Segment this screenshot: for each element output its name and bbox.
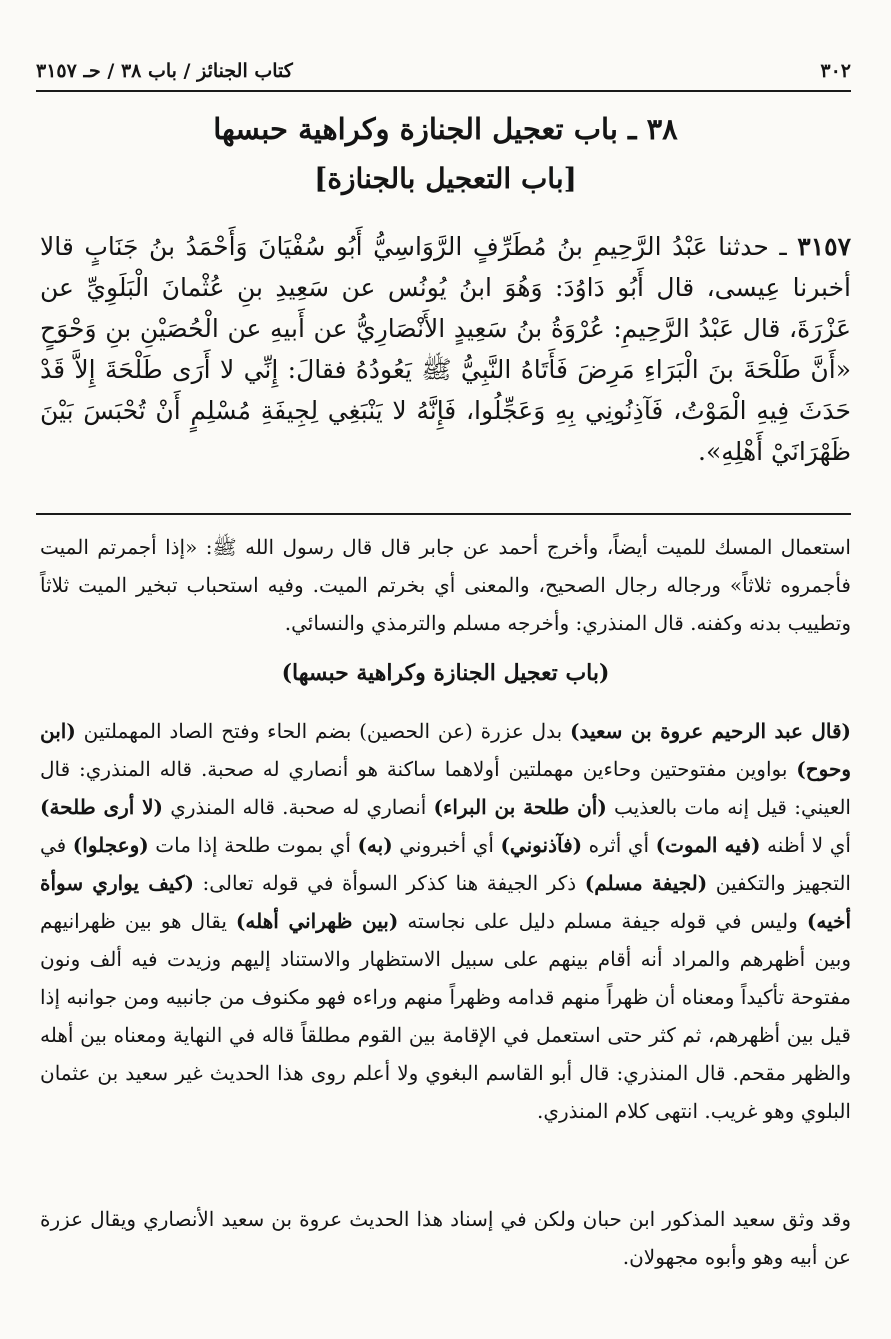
commentary-text: بدل عزرة (عن الحصين) بضم الحاء وفتح الصاد المهملتين [75,719,571,743]
commentary-lemma: (بين ظهراني أهله) [235,909,399,933]
commentary-text: أي أثره [582,833,656,857]
commentary-text: وليس في قوله جيفة مسلم دليل على نجاسته [398,909,807,933]
commentary-lemma: (لا أرى طلحة) [40,795,164,819]
section-reference: كتاب الجنائز / باب ٣٨ / حـ ٣١٥٧ [36,60,293,82]
commentary-text: في التجهيز والتكفين [40,833,851,895]
hadith-text [40,226,851,472]
commentary-lemma: (كيف يواري سوأة أخيه) [40,871,851,933]
footnote-divider [36,513,851,515]
commentary-heading: (باب تعجيل الجنازة وكراهية حبسها) [281,660,610,686]
commentary-paragraph-1: استعمال المسك للميت أيضاً، وأخرج أحمد عن جابر قال قال رسول الله ﷺ: «إذا أجمرتم الميت فأجمروه ثلاثاً» ورجاله رجال الصحيح، والمعنى أي بخرتم الميت. وفيه استحباب تبخير الميت ثلاثاً وتطييب بدنه وكفنه. قال المنذري: وأخرجه مسلم والترمذي والنسائي. [40,535,851,635]
hadith-number: ٣١٥٧ [797,232,851,261]
commentary-text: يقال هو بين ظهرانيهم وبين أظهرهم والمراد أنه أقام بينهم على سبيل الاستظهار والاستناد إليهم وزيدت فيه ألف ونون مفتوحة تأكيداً ومعناه أن ظهراً منهم قدامه وظهراً منهم وراءه فهو مكنوف من جانبيه ومن جوانبه إذا قيل بين أظهرهم، ثم كثر حتى استعمل في الإقامة بين القوم مطلقاً قاله في النهاية ومعناه بين أهله والظهر مقحم. قال المنذري: قال أبو القاسم البغوي ولا أعلم روى هذا الحديث غير سعيد بن عثمان البلوي وهو غريب. انتهى كلام المنذري. [40,909,851,1123]
commentary-lemma: (ابن وحوح) [40,719,851,781]
commentary-lemma: (فيه الموت) [655,833,761,857]
commentary-text: أي أخبروني [392,833,501,857]
commentary-text: أي بموت طلحة إذا مات [148,833,358,857]
commentary-lemma: (وعجلوا) [72,833,149,857]
commentary-lemma: (به) [357,833,393,857]
commentary-paragraph-3: وقد وثق سعيد المذكور ابن حبان ولكن في إسناد هذا الحديث عروة بن سعيد الأنصاري ويقال عزرة عن أبيه وهو وأبوه مجهولان. [40,1207,851,1269]
running-header [36,60,851,92]
commentary-lemma: (أن طلحة بن البراء) [433,795,607,819]
commentary-text: أنصاري له صحبة. قاله المنذري [163,795,434,819]
commentary-text: ذكر الجيفة هنا كذكر السوأة في قوله تعالى: [193,871,585,895]
chapter-title: ٣٨ ـ باب تعجيل الجنازة وكراهية حبسها [213,112,678,146]
commentary-lemma: (فآذنوني) [500,833,583,857]
commentary-text: أي لا أظنه [760,833,851,857]
page-number: ٣٠٢ [820,60,851,82]
commentary-lemma: (قال عبد الرحيم عروة بن سعيد) [570,719,851,743]
commentary-text: بواوين مفتوحتين وحاءين مهملتين أولاهما ساكنة هو أنصاري له صحبة. قاله المنذري: قال العيني: قيل إنه مات بالعذيب [40,757,851,819]
commentary-paragraph-2 [40,712,851,1130]
chapter-subtitle: [باب التعجيل بالجنازة] [314,162,577,195]
commentary-lemma: (لجيفة مسلم) [584,871,708,895]
hadith-body: ـ حدثنا عَبْدُ الرَّحِيمِ بنُ مُطَرِّفٍ الرَّوَاسِيُّ أَبُو سُفْيَانَ وَأَحْمَدُ بنُ جَنَابٍ قالا أخبرنا عِيسى، قال أَبُو دَاوُدَ: وَهُوَ ابنُ يُونُس عن سَعِيدِ بنِ عُثْمانَ الْبَلَوِيِّ عن عَزْرَةَ، قال عَبْدُ الرَّحِيمِ: عُرْوَةُ بنُ سَعِيدٍ الأَنْصَارِيُّ عن أَبيهِ عن الْحُصَيْنِ بنِ وَحْوَحٍ «أَنَّ طَلْحَةَ بنَ الْبَرَاءِ مَرِضَ فَأَتَاهُ النَّبِيُّ ﷺ يَعُودُهُ فقالَ: إِنِّي لا أَرَى طَلْحَةَ إِلاَّ قَدْ حَدَثَ فِيهِ الْمَوْتُ، فَآذِنُونِي بِهِ وَعَجِّلُوا، فَإِنَّهُ لا يَنْبَغِي لِجِيفَةِ مُسْلِمٍ أَنْ تُحْبَسَ بَيْنَ ظَهْرَانَيْ أَهْلِهِ». [40,232,851,466]
